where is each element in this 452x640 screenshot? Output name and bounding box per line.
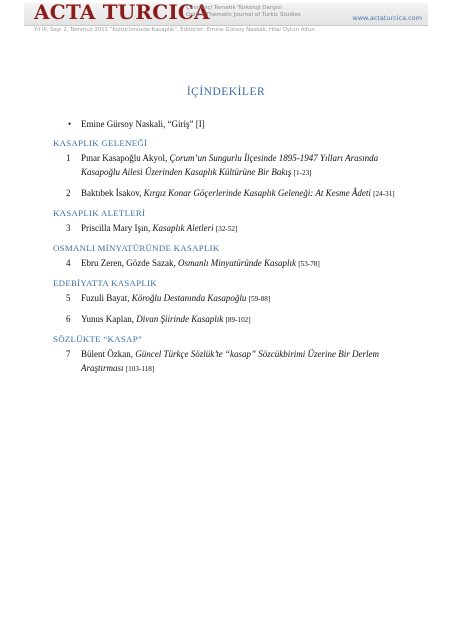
toc-entry: [81, 257, 320, 270]
toc-entry-continued: [81, 166, 312, 179]
site-link[interactable]: www.actaturcica.com: [352, 14, 422, 22]
entry-title: Kırgız Konar Göçerlerinde Kasaplık Geleneği: At Kesme Âdeti: [143, 188, 371, 198]
section-heading-edebiyatta-kasaplik: EDEBİYATTA KASAPLIK: [53, 278, 157, 288]
entry-author: Baktıbek İsakov,: [81, 188, 142, 198]
entry-author: Pınar Kasapoğlu Akyol,: [81, 153, 168, 163]
entry-title: Divan Şiirinde Kasaplık: [136, 314, 224, 324]
entry-pages: [89-102]: [225, 316, 251, 324]
entry-number: 2: [66, 188, 71, 198]
entry-pages: [32-52]: [215, 225, 238, 233]
entry-pages: [53-78]: [298, 260, 320, 268]
section-heading-kasaplik-aletleri: KASAPLIK ALETLERİ: [53, 208, 146, 218]
entry-title: Güncel Türkçe Sözlük’te “kasap” Sözcükbirimi Üzerine Bir Derlem: [135, 349, 379, 359]
toc-entry: [81, 222, 237, 235]
toc-entry: [81, 292, 270, 305]
entry-title: Osmanlı Minyatüründe Kasaplık: [177, 258, 296, 268]
entry-title: Çorum’un Sungurlu İlçesinde 1895-1947 Yılları Arasında: [169, 153, 379, 163]
journal-subtitle-en: Online Thematic Journal of Turkic Studies: [186, 12, 301, 18]
toc-entry: [81, 152, 378, 164]
toc-entry-continued: [81, 362, 154, 375]
entry-number: 1: [66, 153, 71, 163]
entry-pages: [59-88]: [248, 295, 271, 303]
entry-pages: [1-23]: [293, 169, 312, 177]
entry-title: Köroğlu Destanında Kasapoğlu: [131, 293, 247, 303]
section-heading-kasaplik-gelenegi: KASAPLIK GELENEĞİ: [53, 138, 148, 148]
entry-author: Priscilla Mary Işın,: [81, 223, 151, 233]
entry-author: Ebru Zeren, Gözde Sazak,: [81, 258, 176, 268]
intro-entry: Emine Gürsoy Naskali, “Giriş” [I]: [81, 119, 205, 129]
section-heading-sozlukte-kasap: SÖZLÜKTE “KASAP”: [53, 334, 143, 344]
issue-line: Yıl III, Sayı 2, Temmuz 2011 “Kültürümüzde Kasaplık”, Editörler: Emine Gürsoy Naskali, Hilal Oytun Altun: [34, 27, 315, 33]
journal-title: ACTA TURCICA: [34, 0, 210, 24]
entry-author: Bülent Özkan,: [81, 349, 133, 359]
entry-number: 5: [66, 293, 71, 303]
entry-title-continued: Kasapoğlu Ailesi Üzerinden Kasaplık Kültürüne Bir Bakış: [81, 167, 292, 177]
entry-author: Fuzuli Bayat,: [81, 293, 130, 303]
entry-number: 7: [66, 349, 71, 359]
entry-title: Kasaplık Aletleri: [152, 223, 214, 233]
toc-entry: [81, 313, 251, 326]
toc-entry: [81, 348, 379, 360]
entry-author: Yunus Kaplan,: [81, 314, 134, 324]
journal-subtitle-tr: Çevrimiçi Tematik Türkoloji Dergisi: [186, 5, 282, 11]
entry-pages: [103-118]: [125, 365, 155, 373]
toc-entry: [81, 187, 395, 200]
entry-pages: [24-31]: [373, 190, 395, 198]
intro-bullet: •: [68, 119, 72, 129]
page-header: [0, 0, 452, 33]
section-heading-osmanli-minyaturu: OSMANLI MİNYATÜRÜNDE KASAPLIK: [53, 243, 220, 253]
entry-number: 3: [66, 223, 71, 233]
entry-title-continued: Araştırması: [81, 363, 124, 373]
toc-title: İÇİNDEKİLER: [186, 86, 266, 98]
entry-number: 6: [66, 314, 71, 324]
entry-number: 4: [66, 258, 71, 268]
